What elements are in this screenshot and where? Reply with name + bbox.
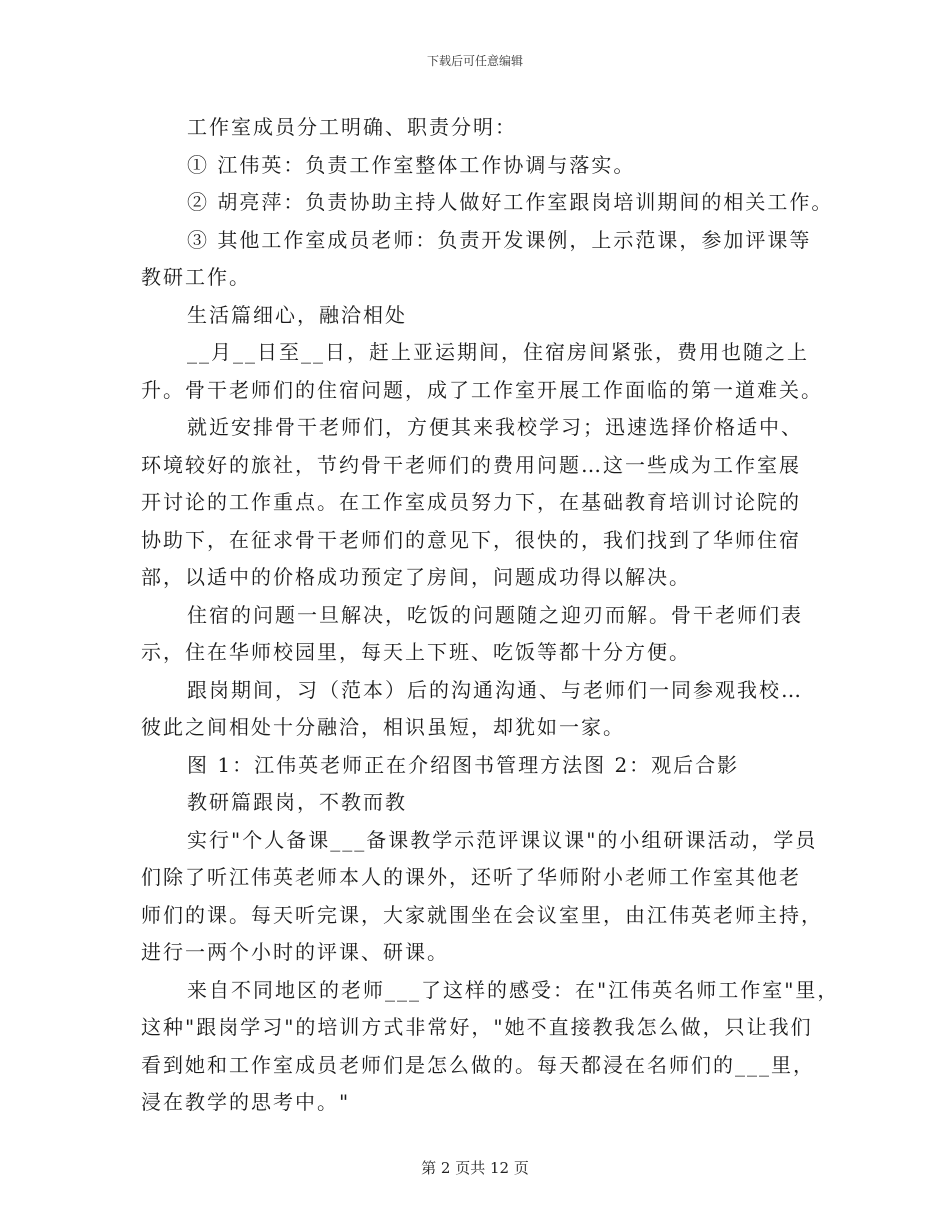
paragraph-line: __月__日至__日，赶上亚运期间，住宿房间紧张，费用也随之上 [187,340,809,364]
paragraph-line: 部，以适中的价格成功预定了房间，问题成功得以解决。 [141,565,691,589]
paragraph-line: 生活篇细心，融洽相处 [187,302,407,327]
paragraph-line: 实行"个人备课___备课教学示范评课议课"的小组研课活动，学员 [187,827,818,852]
paragraph-line: 开讨论的工作重点。在工作室成员努力下，在基础教育培训讨论院的 [141,490,801,514]
paragraph-line: ③ 其他工作室成员老师：负责开发课例，上示范课，参加评课等 [187,227,812,252]
paragraph-line: ② 胡亮萍：负责协助主持人做好工作室跟岗培训期间的相关工作。 [187,190,834,214]
paragraph-line: 看到她和工作室成员老师们是怎么做的。每天都浸在名师们的___里， [141,1052,815,1077]
paragraph-line: 浸在教学的思考中。" [141,1090,351,1114]
paragraph-line: 教研篇跟岗，不教而教 [187,790,407,814]
paragraph-line: 就近安排骨干老师们，方便其来我校学习；迅速选择价格适中、 [187,415,803,439]
paragraph-line: 彼此之间相处十分融洽，相识虽短，却犹如一家。 [141,715,625,739]
paragraph-line: 们除了听江伟英老师本人的课外，还听了华师附小老师工作室其他老 [141,865,801,889]
paragraph-line: 来自不同地区的老师___了这样的感受：在"江伟英名师工作室"里， [187,977,840,1002]
paragraph-line: 住宿的问题一旦解决，吃饭的问题随之迎刃而解。骨干老师们表 [187,602,803,627]
paragraph-line: 升。骨干老师们的住宿问题，成了工作室开展工作面临的第一道难关。 [141,377,823,402]
paragraph-line: 进行一两个小时的评课、研课。 [141,940,449,964]
paragraph-line: 图 1：江伟英老师正在介绍图书管理方法图 2：观后合影 [187,752,740,777]
paragraph-line: 师们的课。每天听完课，大家就围坐在会议室里，由江伟英老师主持， [141,902,823,927]
paragraph-line: ① 江伟英：负责工作室整体工作协调与落实。 [187,152,636,177]
paragraph-line: 环境较好的旅社，节约骨干老师们的费用问题…这一些成为工作室展 [141,452,801,477]
paragraph-line: 这种"跟岗学习"的培训方式非常好，"她不直接教我怎么做，只让我们 [141,1015,813,1039]
paragraph-line: 教研工作。 [141,265,251,289]
paragraph-line: 工作室成员分工明确、职责分明： [187,115,517,139]
document-body [141,109,840,1122]
paragraph-line: 跟岗期间，习（范本）后的沟通沟通、与老师们一同参观我校… [187,677,803,702]
paragraph-line: 示，住在华师校园里，每天上下班、吃饭等都十分方便。 [141,640,691,664]
page-header: 下载后可任意编辑 [426,54,523,68]
page-footer: 第 2 页共 12 页 [421,1159,529,1177]
paragraph-line: 协助下，在征求骨干老师们的意见下，很快的，我们找到了华师住宿 [141,527,801,552]
